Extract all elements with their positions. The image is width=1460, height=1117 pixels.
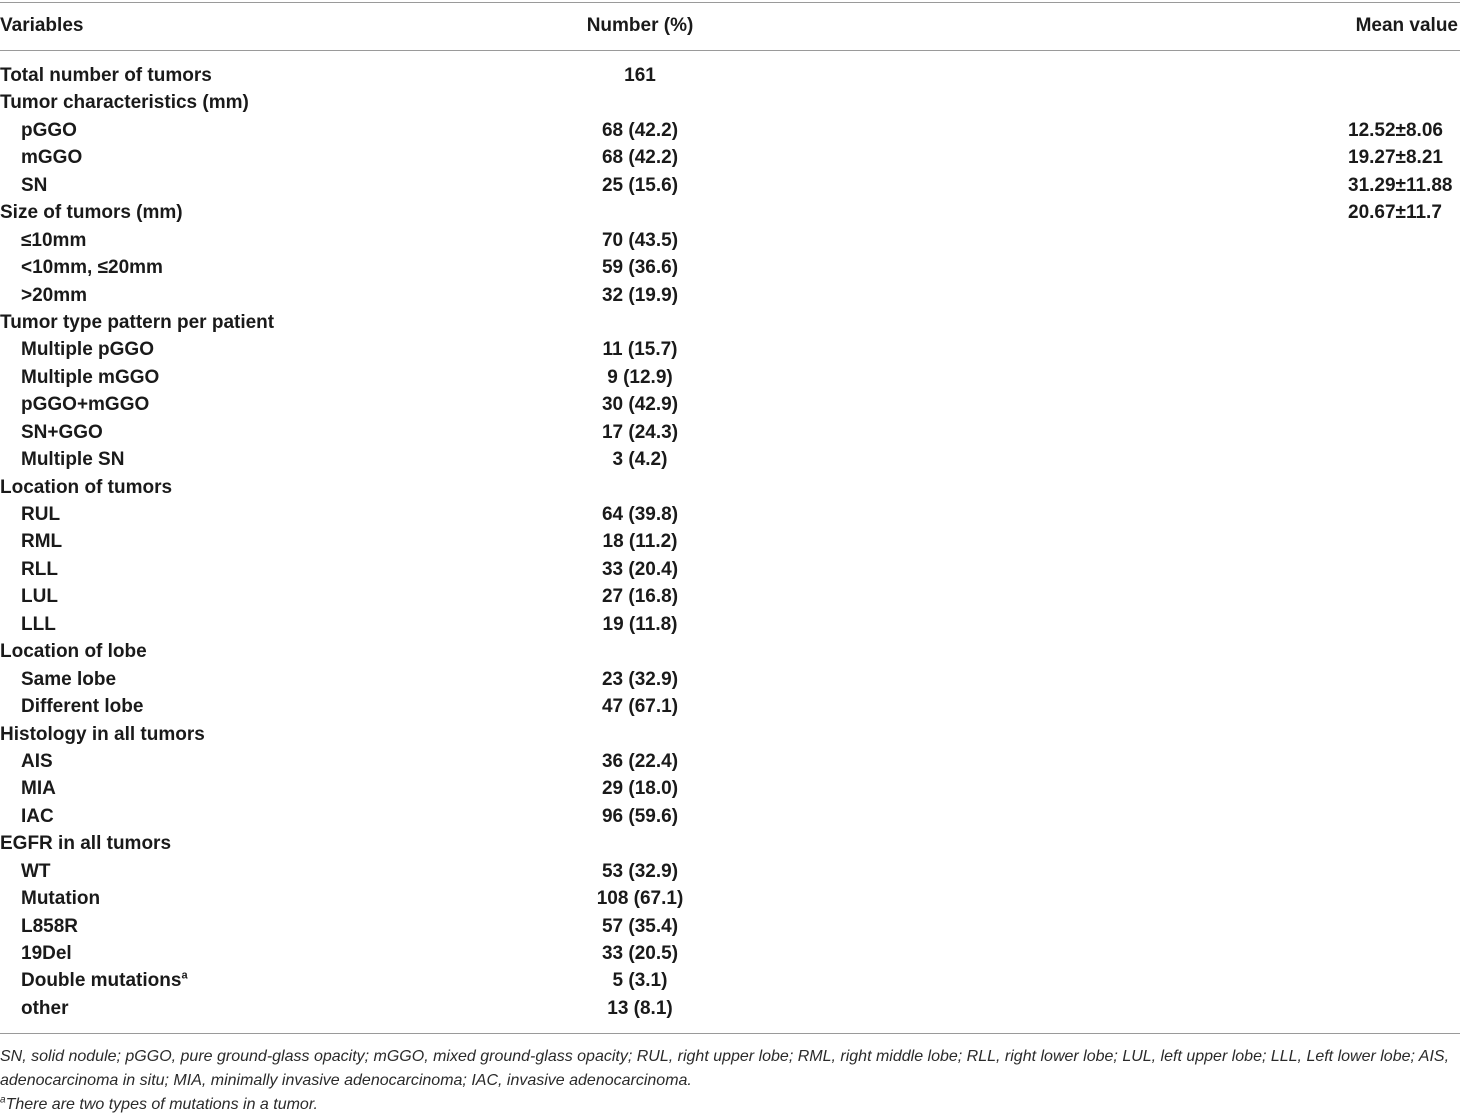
row-label xyxy=(0,748,53,775)
row-label-text: Multiple pGGO xyxy=(21,339,154,361)
table-bottom-rule xyxy=(0,1033,1460,1034)
row-label-text: mGGO xyxy=(21,147,83,169)
row-label xyxy=(0,913,78,940)
row-label-text: IAC xyxy=(21,805,54,827)
row-number-value: 11 (15.7) xyxy=(602,339,678,361)
abbreviations-footnote: SN, solid nodule; pGGO, pure ground-glass opacity; mGGO, mixed ground-glass opacity; RUL, right upper lobe; RML, right middle lobe; RLL, right lower lobe; LUL, left upper lobe; LLL, Left lower lobe; AIS, adenocarcinoma in situ; MIA, minimally invasive adenocarcinoma; IAC, invasive adenocarcinoma. xyxy=(0,1048,1450,1089)
row-label xyxy=(0,858,51,885)
table-row xyxy=(0,638,1460,665)
section-label xyxy=(0,309,274,336)
row-label-text: WT xyxy=(21,860,51,882)
row-label-text: EGFR in all tumors xyxy=(0,833,172,855)
section-label xyxy=(0,638,147,665)
row-label-text: RML xyxy=(21,531,63,553)
row-number-value: 25 (15.6) xyxy=(601,174,679,196)
row-number-value: 33 (20.4) xyxy=(601,558,679,580)
row-number-value: 161 xyxy=(624,65,656,86)
row-label-text: RLL xyxy=(21,558,58,580)
row-label-text: Double mutations xyxy=(21,970,182,992)
row-label-text: pGGO+mGGO xyxy=(21,394,150,416)
row-number-value: 13 (8.1) xyxy=(607,997,673,1019)
table-row xyxy=(0,556,1460,583)
row-number-value: 9 (12.9) xyxy=(607,366,673,388)
row-label-text: LLL xyxy=(21,613,56,635)
table-row xyxy=(0,913,1460,940)
row-mean-value: 19.27±8.21 xyxy=(1348,147,1443,169)
footnote-marker: a xyxy=(0,1094,6,1106)
row-number-value: 27 (16.8) xyxy=(601,586,679,608)
row-number-value: 36 (22.4) xyxy=(601,750,679,772)
row-label-text: SN xyxy=(21,174,48,196)
row-label-text: Histology in all tumors xyxy=(0,723,205,745)
table-row xyxy=(0,474,1460,501)
table-row xyxy=(0,940,1460,967)
table-row xyxy=(0,583,1460,610)
footnote-text: There are two types of mutations in a tumor. xyxy=(5,1096,318,1113)
row-label xyxy=(0,666,116,693)
row-label xyxy=(0,528,62,555)
section-label xyxy=(0,474,172,501)
row-label xyxy=(0,144,82,171)
table-row xyxy=(0,528,1460,555)
row-number-value: 33 (20.5) xyxy=(601,943,679,964)
row-label xyxy=(0,611,56,638)
table-row xyxy=(0,391,1460,418)
row-label xyxy=(0,940,72,967)
row-label xyxy=(0,282,87,309)
table-row xyxy=(0,666,1460,693)
table-row xyxy=(0,501,1460,528)
row-number-value: 64 (39.8) xyxy=(601,504,679,525)
table-row xyxy=(0,282,1460,309)
section-label xyxy=(0,62,212,89)
row-label-text: other xyxy=(21,997,69,1019)
row-number-value: 70 (43.5) xyxy=(601,229,679,251)
row-label-text: AIS xyxy=(21,750,53,772)
row-label xyxy=(0,419,103,446)
row-label-text: ≤10mm xyxy=(21,229,87,251)
table-row xyxy=(0,748,1460,775)
row-mean-value: 20.67±11.7 xyxy=(1348,202,1442,224)
header-number: Number (%) xyxy=(586,15,694,36)
table-body xyxy=(0,62,1460,1022)
row-mean-value: 12.52±8.06 xyxy=(1348,119,1443,141)
row-label-text: Location of tumors xyxy=(0,476,173,498)
table-row xyxy=(0,721,1460,748)
table-row xyxy=(0,803,1460,830)
row-label-text: >20mm xyxy=(21,284,88,306)
row-label-text: RUL xyxy=(21,504,61,525)
row-label-text: SN+GGO xyxy=(21,421,103,443)
row-label-superscript: a xyxy=(181,970,188,983)
row-label xyxy=(0,446,124,473)
table-row xyxy=(0,446,1460,473)
table-row xyxy=(0,858,1460,885)
row-label xyxy=(0,364,159,391)
table-row xyxy=(0,309,1460,336)
table-row xyxy=(0,227,1460,254)
row-number-value: 18 (11.2) xyxy=(602,531,678,553)
row-label-text: LUL xyxy=(21,586,58,608)
row-label xyxy=(0,227,86,254)
row-label-text: Tumor type pattern per patient xyxy=(0,311,275,333)
row-label xyxy=(0,391,149,418)
row-label xyxy=(0,254,163,281)
row-label xyxy=(0,583,58,610)
row-number-value: 32 (19.9) xyxy=(601,284,679,306)
header-mean-value: Mean value xyxy=(1355,15,1458,36)
table-row xyxy=(0,611,1460,638)
row-label-text: MIA xyxy=(21,778,56,800)
row-number-value: 30 (42.9) xyxy=(601,394,679,416)
table-row xyxy=(0,62,1460,89)
row-number-value: 53 (32.9) xyxy=(601,860,679,882)
row-label xyxy=(0,995,69,1022)
row-label-text: pGGO xyxy=(21,119,77,141)
table-row xyxy=(0,89,1460,116)
section-label xyxy=(0,89,249,116)
row-number-value: 29 (18.0) xyxy=(601,778,679,800)
row-label-text: Multiple SN xyxy=(21,449,125,471)
row-label-text: Different lobe xyxy=(21,696,144,718)
table-header-row xyxy=(0,0,1460,50)
table-row xyxy=(0,775,1460,802)
row-label-text: 19Del xyxy=(21,943,72,964)
mutation-footnote xyxy=(0,1093,1460,1117)
section-label xyxy=(0,199,183,226)
row-label xyxy=(0,775,56,802)
row-label xyxy=(0,803,54,830)
row-label-text: <10mm, ≤20mm xyxy=(21,257,163,279)
header-variables: Variables xyxy=(0,15,84,36)
table-row xyxy=(0,364,1460,391)
table-row xyxy=(0,117,1460,144)
row-number-value: 3 (4.2) xyxy=(612,449,668,471)
row-label xyxy=(0,556,58,583)
table-row xyxy=(0,419,1460,446)
section-label xyxy=(0,830,171,857)
table-row xyxy=(0,199,1460,226)
row-label-text: L858R xyxy=(21,915,79,937)
table-header-rule xyxy=(0,50,1460,51)
row-label xyxy=(0,336,154,363)
row-label xyxy=(0,693,143,720)
row-label-text: Same lobe xyxy=(21,668,117,690)
row-label xyxy=(0,885,100,912)
table-row xyxy=(0,144,1460,171)
row-number-value: 96 (59.6) xyxy=(601,805,679,827)
row-label-text: Location of lobe xyxy=(0,641,147,663)
table-row xyxy=(0,254,1460,281)
row-number-value: 17 (24.3) xyxy=(601,421,679,443)
table-row xyxy=(0,830,1460,857)
row-label-text: Size of tumors (mm) xyxy=(0,202,183,224)
row-label xyxy=(0,172,47,199)
row-number-value: 68 (42.2) xyxy=(601,119,679,141)
table-row xyxy=(0,336,1460,363)
table-row xyxy=(0,995,1460,1022)
table-row xyxy=(0,172,1460,199)
row-number-value: 108 (67.1) xyxy=(596,888,684,910)
row-label-text: Mutation xyxy=(21,888,101,910)
row-label xyxy=(0,967,188,994)
row-number-value: 59 (36.6) xyxy=(601,257,679,279)
row-number-value: 57 (35.4) xyxy=(601,915,679,937)
row-number-value: 19 (11.8) xyxy=(602,613,678,635)
table-row xyxy=(0,693,1460,720)
row-number-value: 23 (32.9) xyxy=(601,668,679,690)
row-number-value: 47 (67.1) xyxy=(601,696,679,718)
row-label xyxy=(0,501,60,528)
table-row xyxy=(0,885,1460,912)
section-label xyxy=(0,721,205,748)
row-number-value: 5 (3.1) xyxy=(612,970,668,992)
row-mean-value: 31.29±11.88 xyxy=(1348,174,1453,196)
table-row xyxy=(0,967,1460,994)
row-label-text: Tumor characteristics (mm) xyxy=(0,92,249,114)
row-label-text: Multiple mGGO xyxy=(21,366,160,388)
row-label-text: Total number of tumors xyxy=(0,65,212,86)
row-label xyxy=(0,117,77,144)
row-number-value: 68 (42.2) xyxy=(601,147,679,169)
